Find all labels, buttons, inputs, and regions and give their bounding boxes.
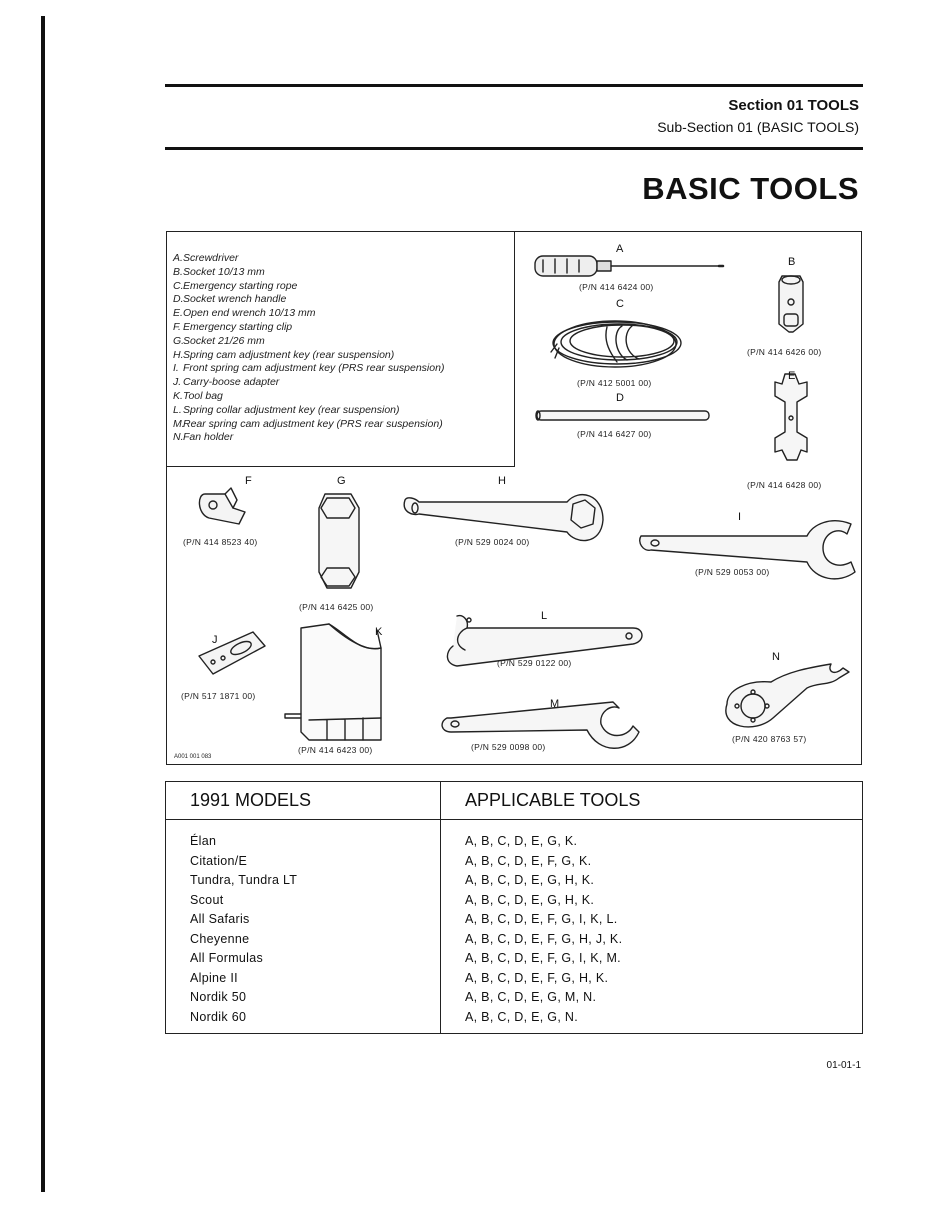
screwdriver-icon <box>535 256 723 276</box>
socket-21-26-icon <box>319 494 359 588</box>
legend-key: B. <box>173 265 183 278</box>
applicable-tools: A, B, C, D, E, G, H, K. <box>465 873 595 887</box>
tool-pn-h: (P/N 529 0024 00) <box>455 537 530 547</box>
legend-key: E. <box>173 307 183 320</box>
model-name: Élan <box>190 834 217 848</box>
model-name: Citation/E <box>190 853 248 868</box>
legend-key: H. <box>173 348 184 361</box>
spring-cam-key-rear-icon <box>404 495 603 541</box>
models-column-header: 1991 MODELS <box>166 782 441 820</box>
tool-pn-c: (P/N 412 5001 00) <box>577 378 652 388</box>
applicable-tools: A, B, C, D, E, F, G, K. <box>465 853 592 868</box>
applicable-tools: A, B, C, D, E, F, G, H, K. <box>465 970 609 985</box>
tool-pn-k: (P/N 414 6423 00) <box>298 745 373 755</box>
applicable-tools: A, B, C, D, E, F, G, I, K, L. <box>465 912 618 926</box>
tool-label-j: J <box>212 634 218 646</box>
legend-text: Socket 21/26 mm <box>183 334 265 347</box>
legend-key: G. <box>173 334 185 347</box>
legend-key: I. <box>173 362 179 375</box>
tools-figure <box>166 231 862 765</box>
tool-pn-a: (P/N 414 6424 00) <box>579 282 654 292</box>
legend-text: Rear spring cam adjustment key (PRS rear suspension) <box>183 417 443 430</box>
tool-label-b: B <box>788 256 796 268</box>
emergency-rope-icon <box>551 321 681 367</box>
legend-text: Spring cam adjustment key (rear suspension) <box>183 348 395 361</box>
tool-label-e: E <box>788 370 796 382</box>
tool-pn-d: (P/N 414 6427 00) <box>577 429 652 439</box>
tool-label-k: K <box>375 626 383 638</box>
tool-pn-l: (P/N 529 0122 00) <box>497 658 572 668</box>
fan-holder-icon <box>726 664 849 727</box>
tool-label-f: F <box>245 475 252 487</box>
model-name: Nordik 60 <box>190 1009 247 1024</box>
page-number: 01-01-1 <box>826 1060 861 1071</box>
tool-label-i: I <box>738 511 742 523</box>
tool-pn-m: (P/N 529 0098 00) <box>471 742 546 752</box>
tool-pn-j: (P/N 517 1871 00) <box>181 691 256 701</box>
model-name: All Formulas <box>190 951 264 965</box>
page-title: BASIC TOOLS <box>642 171 859 206</box>
legend-text: Front spring cam adjustment key (PRS rear suspension) <box>183 362 445 375</box>
model-name: Alpine II <box>190 970 238 985</box>
tool-label-m: M <box>550 698 560 710</box>
tool-label-l: L <box>541 610 548 622</box>
applicable-tools: A, B, C, D, E, F, G, H, J, K. <box>465 931 623 946</box>
tools-column <box>441 820 863 1034</box>
applicable-tools: A, B, C, D, E, G, H, K. <box>465 892 595 907</box>
section-heading: Section 01 TOOLS <box>728 97 859 114</box>
legend-key: A. <box>173 252 183 264</box>
subsection-heading: Sub-Section 01 (BASIC TOOLS) <box>657 119 859 135</box>
socket-wrench-handle-icon <box>536 411 709 420</box>
legend-key: K. <box>173 389 183 402</box>
tool-bag-icon <box>285 624 381 740</box>
socket-10-13-icon <box>779 276 803 332</box>
legend-text: Emergency starting clip <box>183 320 293 333</box>
tool-label-a: A <box>616 243 624 255</box>
tools-column-header: APPLICABLE TOOLS <box>441 782 863 820</box>
tool-label-h: H <box>498 475 506 487</box>
model-name: Cheyenne <box>190 931 250 946</box>
header-rule-top <box>165 84 863 87</box>
legend-text: Carry-boose adapter <box>183 376 280 389</box>
models-column <box>166 820 441 1034</box>
tool-pn-b: (P/N 414 6426 00) <box>747 347 822 357</box>
applicable-tools: A, B, C, D, E, F, G, I, K, M. <box>465 951 621 965</box>
legend-key: C. <box>173 279 184 292</box>
carry-boose-adapter-icon <box>199 632 265 674</box>
open-end-wrench-icon <box>775 374 807 460</box>
tools-illustration <box>167 232 863 766</box>
model-name: Tundra, Tundra LT <box>190 873 298 887</box>
tool-label-d: D <box>616 392 624 404</box>
tool-pn-i: (P/N 529 0053 00) <box>695 567 770 577</box>
tool-pn-n: (P/N 420 8763 57) <box>732 734 807 744</box>
model-name: Scout <box>190 892 224 907</box>
figure-code: A001 001 083 <box>174 754 212 760</box>
legend-text: Socket 10/13 mm <box>183 265 265 278</box>
emergency-clip-icon <box>199 488 245 524</box>
tool-label-c: C <box>616 298 624 310</box>
legend-text: Tool bag <box>183 389 223 402</box>
legend-key: F. <box>173 320 181 333</box>
legend-text: Screwdriver <box>183 252 239 264</box>
applicable-tools: A, B, C, D, E, G, N. <box>465 1009 578 1024</box>
tool-label-g: G <box>337 475 346 487</box>
header-rule-bottom <box>165 147 863 150</box>
applicable-tools: A, B, C, D, E, G, M, N. <box>465 990 597 1004</box>
table-header-row <box>166 782 863 820</box>
tool-pn-e: (P/N 414 6428 00) <box>747 480 822 490</box>
legend-text: Socket wrench handle <box>183 293 287 306</box>
legend-text: Fan holder <box>183 431 234 444</box>
models-tools-table <box>165 781 863 1034</box>
page-binding-line <box>41 16 45 1192</box>
legend-text: Emergency starting rope <box>183 279 298 292</box>
tool-label-n: N <box>772 651 780 663</box>
legend-key: M. <box>173 417 185 430</box>
legend-text: Spring collar adjustment key (rear suspension) <box>183 403 400 416</box>
tool-pn-f: (P/N 414 8523 40) <box>183 537 258 547</box>
table-body-row <box>166 820 863 1034</box>
model-name: All Safaris <box>190 912 250 926</box>
applicable-tools: A, B, C, D, E, G, K. <box>465 834 578 848</box>
legend-key: D. <box>173 293 184 306</box>
legend-key: J. <box>173 376 182 389</box>
tool-pn-g: (P/N 414 6425 00) <box>299 602 374 612</box>
legend-key: N. <box>173 431 184 444</box>
model-name: Nordik 50 <box>190 990 247 1004</box>
legend-key: L. <box>173 403 182 416</box>
legend-text: Open end wrench 10/13 mm <box>183 307 316 320</box>
